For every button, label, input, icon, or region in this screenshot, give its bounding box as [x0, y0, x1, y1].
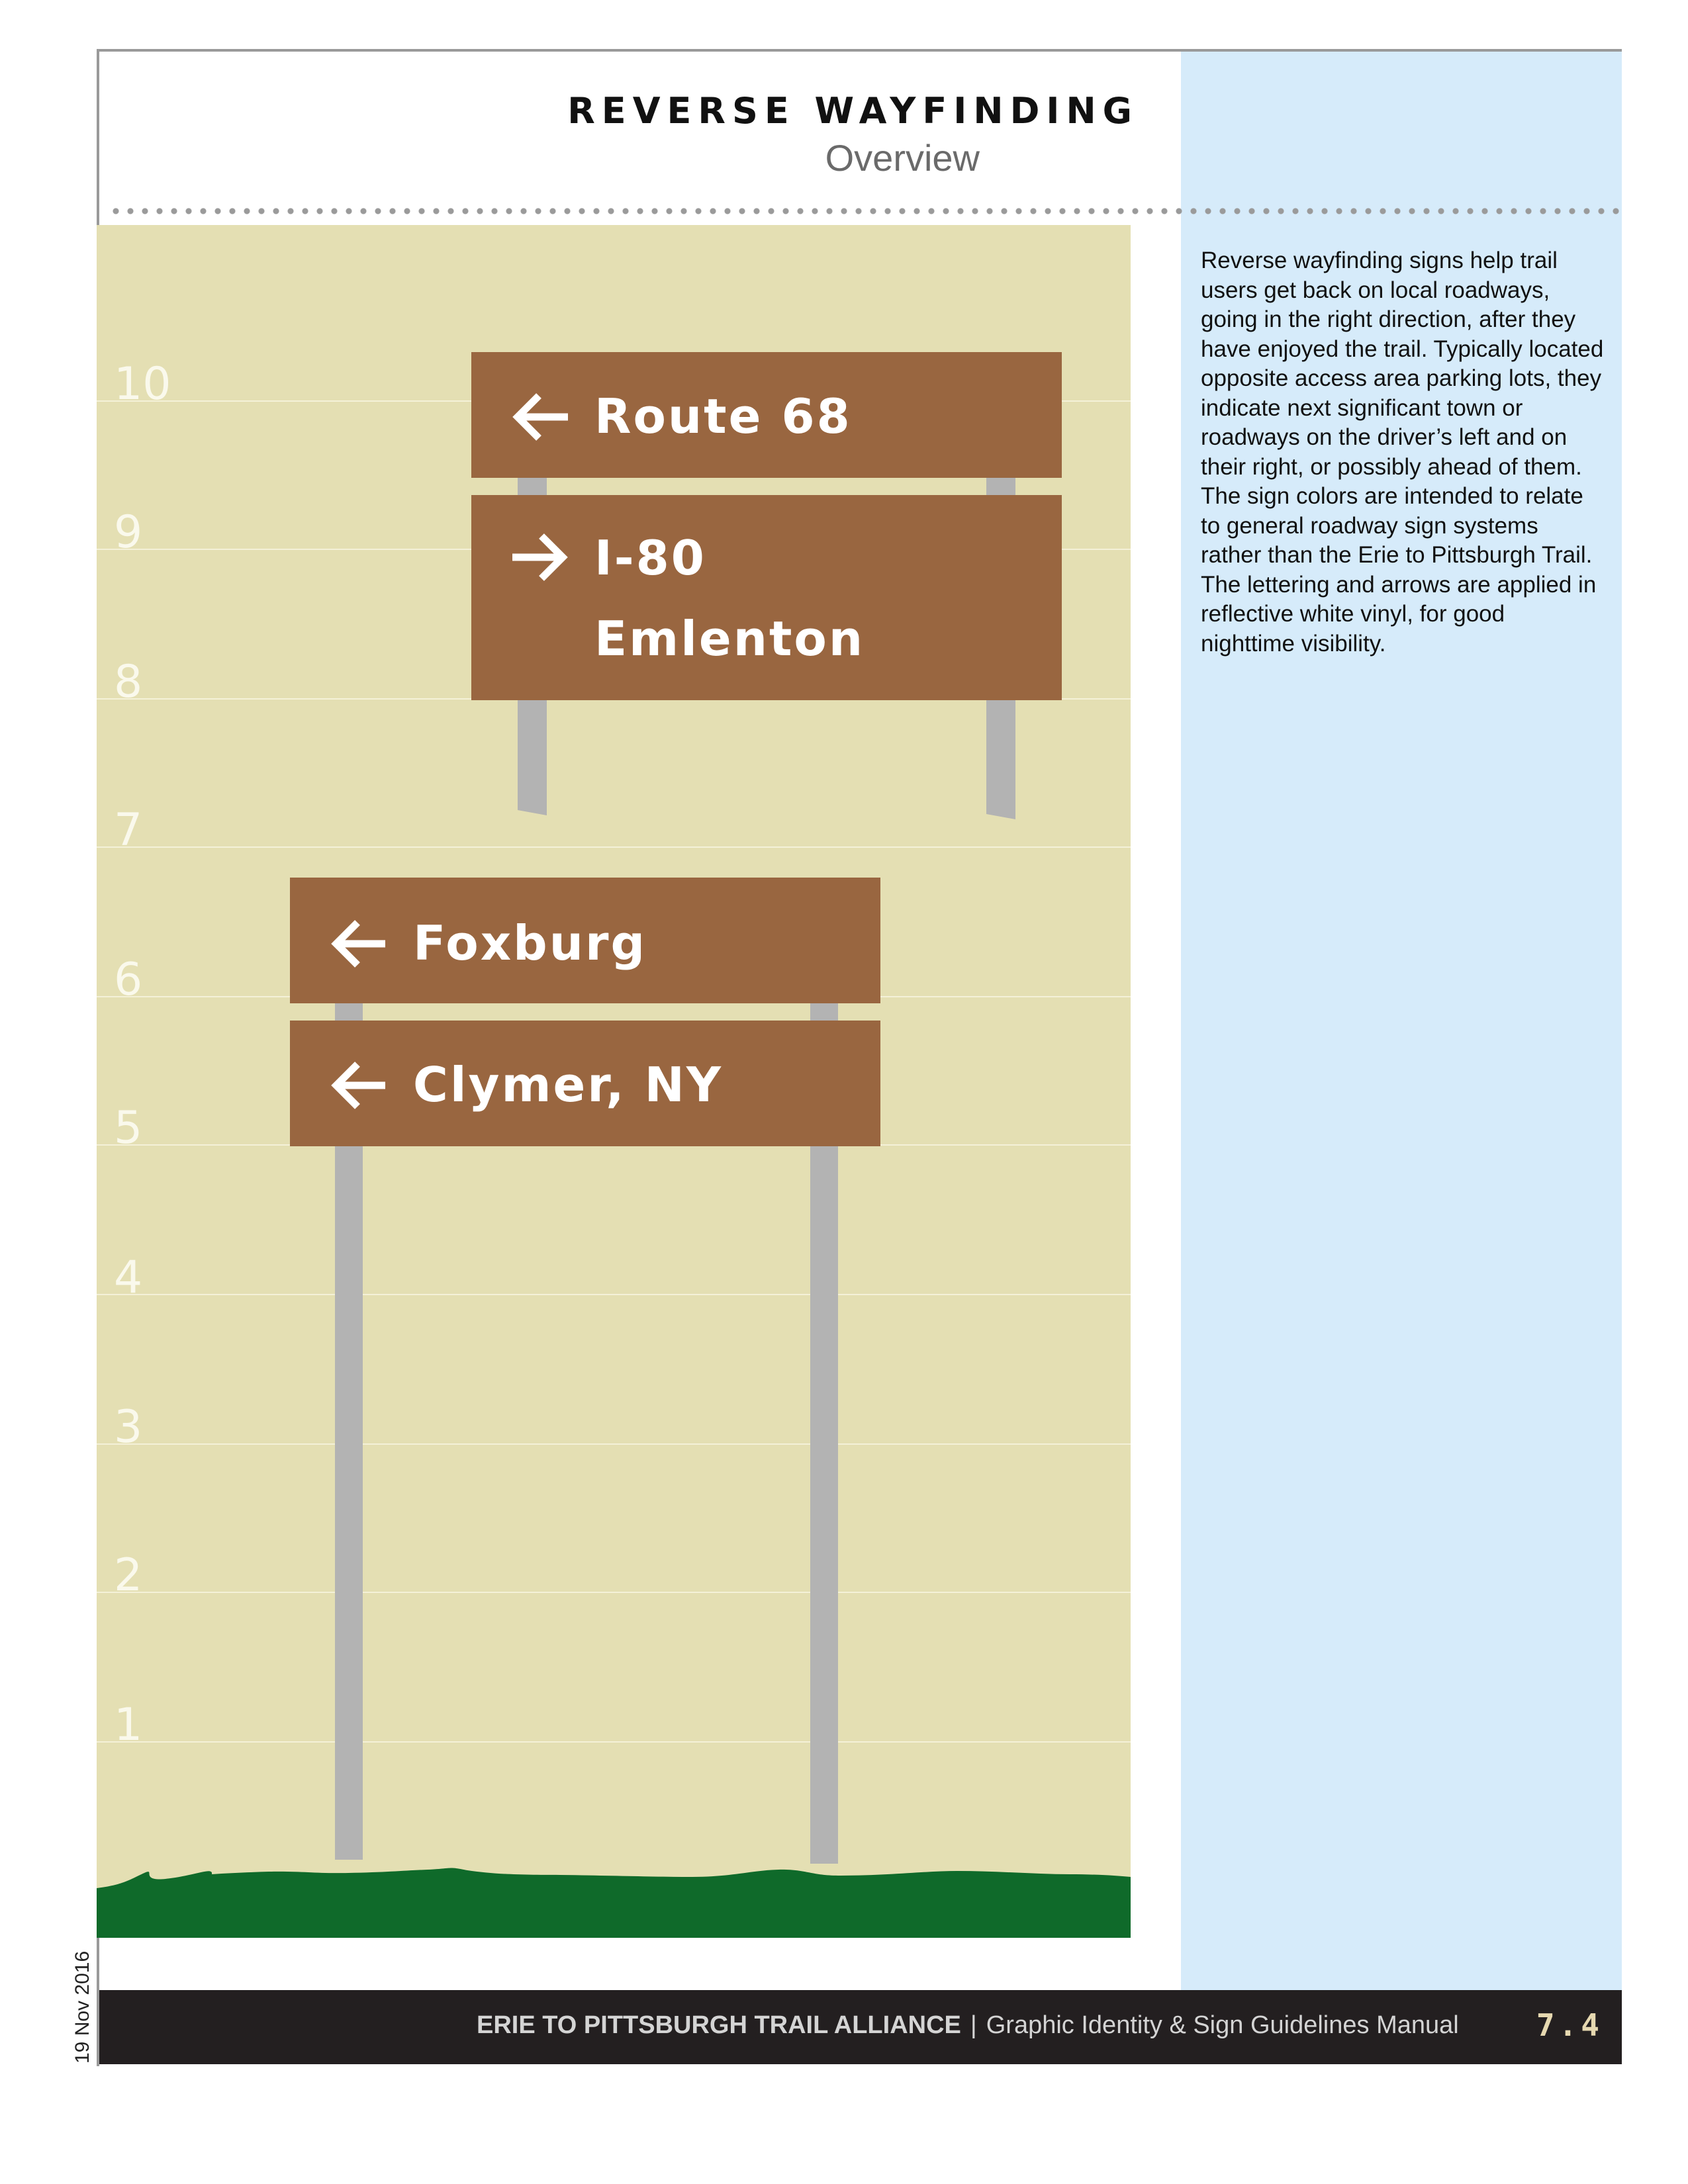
sign-text-foxburg: Foxburg [413, 915, 647, 971]
scale-label-5: 5 [114, 1102, 143, 1154]
sign-text-clymer-ny: Clymer, NY [413, 1057, 724, 1113]
footer-title [477, 2011, 1459, 2040]
scale-label-8: 8 [114, 656, 143, 708]
footer-separator: | [970, 2011, 977, 2039]
scale-label-9: 9 [114, 506, 143, 559]
footer-bar [99, 1990, 1622, 2064]
sign-text-route-68: Route 68 [594, 388, 852, 444]
page-number: 7.4 [1536, 2007, 1603, 2043]
scale-label-3: 3 [114, 1401, 143, 1453]
sidebar-description: Reverse wayfinding signs help trail users get back on local roadways, going in the right direction, after they have enjoyed the trail. Typically located opposite access area parking lots, they indicate next significant town or roadways on the driver’s left and on their right, or possibly ahead of them. The sign colors are intended to relate to general roadway sign systems rather than the Erie to Pittsburgh Trail. The lettering and arrows are applied in reflective white vinyl, for good nighttime visibility. [1201, 248, 1604, 657]
footer-organization: ERIE TO PITTSBURGH TRAIL ALLIANCE [477, 2011, 961, 2039]
scale-label-10: 10 [114, 358, 171, 410]
page-subtitle: Overview [825, 137, 980, 179]
sign-illustration [97, 225, 1131, 1938]
scale-label-1: 1 [114, 1699, 143, 1751]
side-date: 19 Nov 2016 [71, 1950, 93, 2064]
footer-manual-title: Graphic Identity & Sign Guidelines Manual [986, 2011, 1459, 2039]
scale-label-4: 4 [114, 1251, 143, 1304]
sign-text-emlenton: Emlenton [594, 611, 865, 666]
scale-label-2: 2 [114, 1549, 143, 1602]
dotted-divider [109, 208, 1622, 214]
sign-text-i80: I-80 [594, 530, 706, 586]
sign-elevation-drawing [97, 225, 1131, 1938]
scale-label-7: 7 [114, 804, 143, 856]
grass-ground [97, 1868, 1131, 1938]
page-title: REVERSE WAYFINDING [567, 90, 1139, 132]
upper-sign-panel-i80 [471, 495, 1062, 700]
scale-label-6: 6 [114, 954, 143, 1006]
